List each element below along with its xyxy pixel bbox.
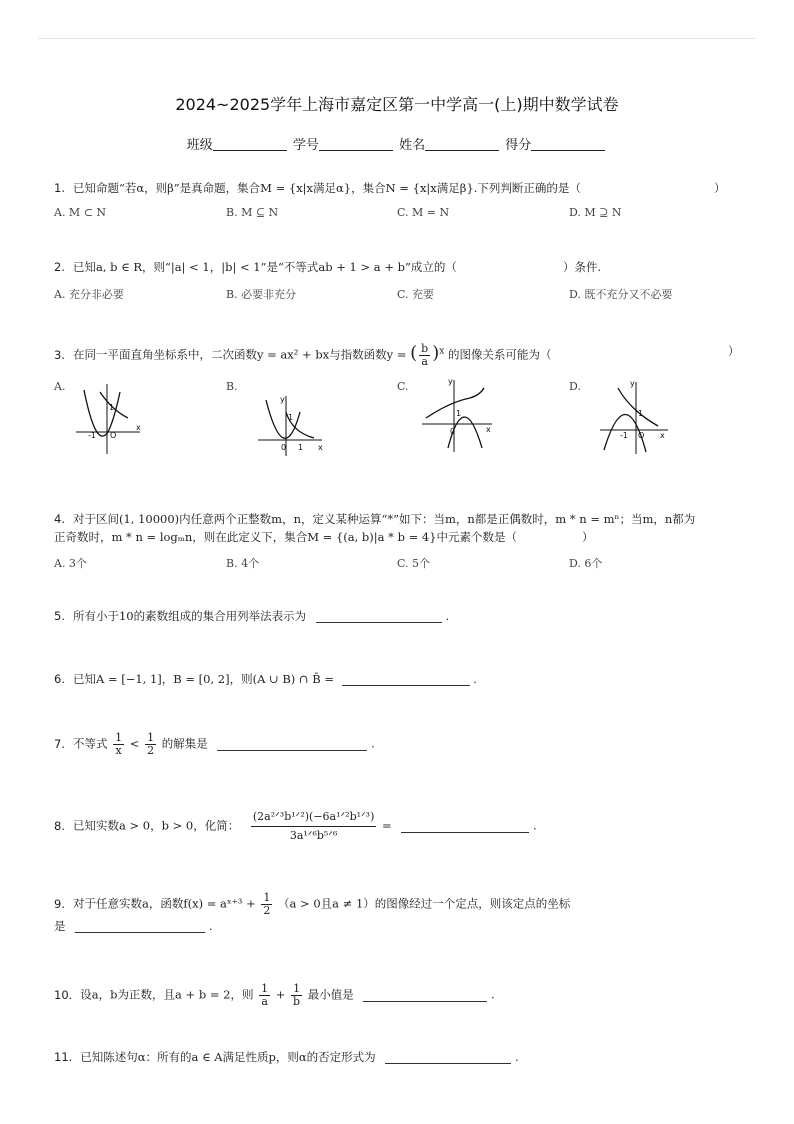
- fraction-1-over-2: $\frac{1}{2}$: [147, 731, 155, 757]
- answer-paren-close: ）: [728, 344, 740, 358]
- question-text-end: 最小值是: [307, 987, 354, 1002]
- question-number: 1.: [54, 181, 65, 195]
- question-text: 已知a, b ∈ R，则“|a| < 1，|b| < 1”是“不等式ab + 1 > a + b”成立的（: [72, 260, 457, 274]
- top-rule: [38, 38, 756, 39]
- question-text: 所有小于10的素数组成的集合用列举法表示为: [72, 609, 307, 623]
- question-10: [54, 983, 495, 1008]
- option-b[interactable]: B.: [226, 380, 238, 393]
- question-text: 对于任意实数a，函数f(x) = aˣ⁺³ +: [72, 896, 256, 911]
- origin-label: 0: [281, 443, 287, 452]
- question-4-line2: [54, 529, 517, 545]
- question-1: [54, 180, 581, 196]
- question-3: 3. 在同一平面直角坐标系中，二次函数y = ax² + bx与指数函数y = ( $\frac{b}{a}$ )$^x$ 的图像关系可能为（: [54, 342, 552, 368]
- question-text-end: 的解集是: [161, 736, 208, 751]
- question-11: [54, 1049, 519, 1065]
- option-c[interactable]: C. 5个: [397, 557, 431, 570]
- question-text: 设a，b为正数，且a + b = 2，则: [80, 987, 254, 1002]
- question-4: [54, 511, 695, 527]
- answer-paren-close: ）: [582, 530, 594, 544]
- period: .: [208, 919, 213, 933]
- answer-blank[interactable]: [363, 989, 487, 1002]
- option-a[interactable]: A.: [54, 380, 66, 393]
- question-6: [54, 671, 477, 687]
- x-label: x: [318, 443, 323, 452]
- question-text: 已知陈述句α：所有的a ∈ A满足性质p，则α的否定形式为: [80, 1050, 376, 1064]
- question-number: 3.: [54, 347, 65, 362]
- exponential-curve: [618, 388, 658, 426]
- fraction-1-over-2: $\frac{1}{2}$: [263, 891, 271, 917]
- option-d[interactable]: D. 既不充分又不必要: [569, 288, 673, 301]
- question-number: 10.: [54, 987, 73, 1002]
- option-c[interactable]: C. M = N: [397, 206, 450, 219]
- y-label: y: [630, 380, 635, 388]
- x-label: x: [486, 425, 491, 434]
- score-label: 得分: [505, 138, 532, 153]
- origin-label: O: [638, 431, 645, 440]
- period: .: [371, 736, 375, 751]
- y-label: y: [280, 395, 285, 404]
- question-5: [54, 608, 449, 624]
- name-blank[interactable]: [425, 138, 499, 151]
- plus-sign: +: [275, 987, 286, 1002]
- question-number: 8.: [54, 818, 65, 833]
- y-label: y: [448, 378, 453, 386]
- graph-c[interactable]: [420, 378, 500, 454]
- answer-blank[interactable]: [401, 820, 529, 833]
- option-a[interactable]: A. 3个: [54, 557, 87, 570]
- neg-one-label: -1: [88, 431, 96, 440]
- graph-a[interactable]: [70, 380, 150, 456]
- question-text-line2: 正奇数时，m * n = logₘn，则在此定义下，集合M = {(a, b)|a * b = 4}中元素个数是（: [54, 530, 518, 544]
- option-b[interactable]: B. 4个: [226, 557, 260, 570]
- option-d[interactable]: D. M ⊇ N: [569, 206, 622, 219]
- class-label: 班级: [186, 138, 213, 153]
- x-label: x: [136, 423, 141, 432]
- question-text: 已知实数a > 0，b > 0，化简：: [72, 818, 240, 833]
- period: .: [491, 987, 495, 1002]
- period: .: [473, 672, 477, 686]
- one-x-label: 1: [298, 443, 304, 452]
- exponent: x: [439, 346, 445, 357]
- question-number: 6.: [54, 672, 65, 686]
- origin-label: O: [110, 431, 117, 440]
- fraction-1-over-x: $\frac{1}{x}$: [115, 731, 123, 757]
- question-number: 4.: [54, 512, 65, 526]
- fraction-1-over-b: $\frac{1}{b}$: [293, 982, 301, 1008]
- student-info-line: [0, 134, 794, 153]
- question-text: 已知命题“若α，则β”是真命题，集合M = {x|x满足α}，集合N = {x|x满足β}.下列判断正确的是（: [72, 181, 581, 195]
- equals-sign: =: [382, 818, 392, 833]
- question-number: 7.: [54, 736, 65, 751]
- graph-b[interactable]: [254, 392, 328, 458]
- origin-label: 0: [450, 427, 456, 436]
- period: .: [532, 818, 537, 833]
- question-8: [54, 808, 537, 845]
- parabola-curve: [84, 390, 120, 436]
- option-c[interactable]: C. 充要: [397, 288, 435, 301]
- x-label: x: [660, 431, 665, 440]
- question-text-end: 的图像关系可能为（: [447, 347, 552, 362]
- question-number: 5.: [54, 609, 65, 623]
- question-text-end: （a > 0且a ≠ 1）的图像经过一个定点，则该定点的坐标: [278, 896, 571, 911]
- period: .: [445, 609, 450, 623]
- question-number: 9.: [54, 896, 65, 911]
- page-title: 2024~2025学年上海市嘉定区第一中学高一(上)期中数学试卷: [175, 95, 619, 114]
- answer-blank[interactable]: [385, 1051, 511, 1064]
- option-b[interactable]: B. 必要非充分: [226, 288, 297, 301]
- one-label: 1: [288, 413, 294, 422]
- answer-blank[interactable]: [316, 610, 442, 623]
- exponential-curve: [426, 388, 484, 418]
- question-2: [54, 259, 457, 275]
- name-label: 姓名: [399, 138, 426, 153]
- graph-d[interactable]: [598, 380, 678, 456]
- id-label: 学号: [292, 138, 319, 153]
- question-text: 已知A = [−1, 1]，B = [0, 2]，则(A ∪ B) ∩ B̄ =: [72, 672, 334, 686]
- answer-blank[interactable]: [342, 673, 470, 686]
- question-text-line1: 对于区间(1, 10000)内任意两个正整数m，n，定义某种运算“*”如下：当m，n都是正偶数时，m * n = mⁿ；当m，n都为: [72, 512, 696, 526]
- neg-one-label: -1: [620, 431, 628, 440]
- one-label: 1: [456, 409, 462, 418]
- answer-blank[interactable]: [75, 920, 205, 933]
- question-text: 不等式: [72, 736, 108, 751]
- option-b[interactable]: B. M ⊆ N: [226, 206, 279, 219]
- question-9-line2: [54, 918, 212, 934]
- question-text-line2: 是: [54, 919, 66, 933]
- answer-paren-close: ）: [714, 181, 726, 195]
- option-a[interactable]: A. M ⊂ N: [54, 206, 107, 219]
- option-a[interactable]: A. 充分非必要: [54, 288, 124, 301]
- fraction-1-over-a: $\frac{1}{a}$: [261, 982, 269, 1008]
- less-than: <: [129, 736, 140, 751]
- period: .: [515, 1050, 519, 1064]
- id-blank[interactable]: [319, 138, 393, 151]
- answer-paren-close: ）条件.: [563, 260, 602, 274]
- answer-blank[interactable]: [217, 738, 367, 751]
- parabola-curve: [266, 400, 300, 438]
- question-number: 2.: [54, 260, 65, 274]
- fraction-b-over-a: $\frac{b}{a}$: [421, 342, 429, 368]
- option-d[interactable]: D.: [569, 380, 581, 393]
- question-number: 11.: [54, 1050, 73, 1064]
- class-blank[interactable]: [213, 138, 287, 151]
- one-label: 1: [109, 403, 115, 412]
- question-9: [54, 892, 570, 917]
- simplify-fraction: $\frac{\text{(2a²ᐟ³b¹ᐟ²)(−6a¹ᐟ²b¹ᐟ³)}}{\text{3a¹ᐟ⁶b⁵ᐟ⁶}}$: [252, 810, 375, 842]
- question-text: 在同一平面直角坐标系中，二次函数y = ax² + bx与指数函数y =: [72, 347, 407, 362]
- question-7: [54, 732, 375, 757]
- one-label: 1: [638, 409, 644, 418]
- score-blank[interactable]: [531, 138, 605, 151]
- option-c[interactable]: C.: [397, 380, 409, 393]
- option-d[interactable]: D. 6个: [569, 557, 603, 570]
